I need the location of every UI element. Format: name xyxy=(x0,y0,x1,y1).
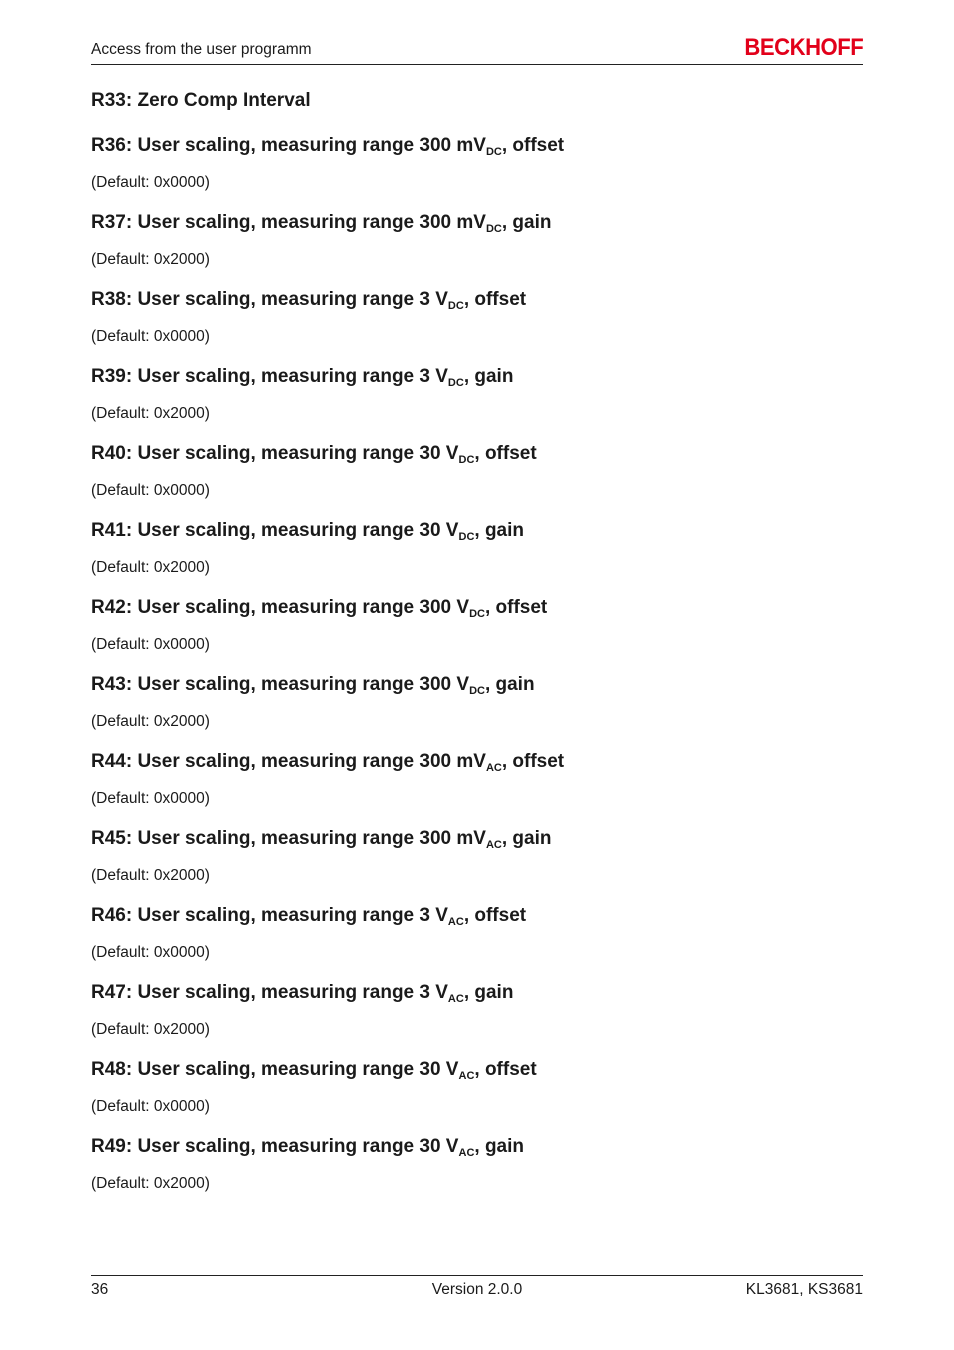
heading-suffix: , gain xyxy=(474,1136,525,1157)
heading-suffix: , offset xyxy=(501,751,565,772)
register-heading xyxy=(91,364,863,396)
default-value: (Default: 0x0000) xyxy=(91,944,210,961)
heading-text: R40: User scaling, measuring range 30 V xyxy=(91,443,459,464)
register-heading xyxy=(91,287,863,319)
register-entry xyxy=(91,287,863,364)
register-heading xyxy=(91,826,863,858)
register-entry xyxy=(91,1057,863,1134)
unit-subscript: DC xyxy=(485,146,502,158)
heading-text: R39: User scaling, measuring range 3 V xyxy=(91,366,448,387)
unit-subscript: DC xyxy=(469,608,485,620)
default-value: (Default: 0x0000) xyxy=(91,1098,210,1115)
heading-suffix: , gain xyxy=(501,212,552,233)
default-value: (Default: 0x0000) xyxy=(91,482,210,499)
unit-subscript: AC xyxy=(458,1147,475,1159)
heading-text: R46: User scaling, measuring range 3 V xyxy=(91,905,448,926)
unit-subscript: AC xyxy=(447,993,464,1005)
heading-suffix: , gain xyxy=(463,982,514,1003)
default-value: (Default: 0x0000) xyxy=(91,174,210,191)
heading-suffix: , gain xyxy=(474,520,525,541)
register-heading xyxy=(91,903,863,935)
register-heading xyxy=(91,980,863,1012)
heading-text: R49: User scaling, measuring range 30 V xyxy=(91,1136,459,1157)
default-value: (Default: 0x2000) xyxy=(91,1175,210,1192)
register-entry xyxy=(91,980,863,1057)
heading-suffix: , gain xyxy=(501,828,552,849)
section-title: Access from the user programm xyxy=(91,41,312,58)
heading-suffix: , offset xyxy=(474,443,537,464)
heading-suffix: , offset xyxy=(463,905,527,926)
unit-subscript: AC xyxy=(447,916,464,928)
register-heading xyxy=(91,672,863,704)
default-value: (Default: 0x2000) xyxy=(91,251,210,268)
default-value: (Default: 0x2000) xyxy=(91,1021,210,1038)
register-entry xyxy=(91,826,863,903)
default-value: (Default: 0x0000) xyxy=(91,790,210,807)
page-header xyxy=(91,36,863,65)
register-heading xyxy=(91,1134,863,1166)
register-entry xyxy=(91,749,863,826)
heading-text: R47: User scaling, measuring range 3 V xyxy=(91,982,448,1003)
unit-subscript: DC xyxy=(469,685,485,697)
heading-text: R42: User scaling, measuring range 300 V xyxy=(91,597,470,618)
unit-subscript: DC xyxy=(447,377,464,389)
register-entry xyxy=(91,518,863,595)
register-entry xyxy=(91,210,863,287)
default-value: (Default: 0x2000) xyxy=(91,713,210,730)
register-entry xyxy=(91,364,863,441)
unit-subscript: AC xyxy=(485,839,502,851)
heading-text: R41: User scaling, measuring range 30 V xyxy=(91,520,459,541)
heading-text: R45: User scaling, measuring range 300 mV xyxy=(91,828,486,849)
heading-text: R44: User scaling, measuring range 300 mV xyxy=(91,751,486,772)
heading-text: R37: User scaling, measuring range 300 mV xyxy=(91,212,486,233)
unit-subscript: DC xyxy=(458,531,475,543)
register-heading xyxy=(91,518,863,550)
register-entry xyxy=(91,672,863,749)
register-heading xyxy=(91,1057,863,1089)
default-value: (Default: 0x0000) xyxy=(91,328,210,345)
document-version: Version 2.0.0 xyxy=(431,1281,523,1298)
heading-suffix: , offset xyxy=(501,135,565,156)
register-entries xyxy=(91,133,863,1211)
register-heading xyxy=(91,749,863,781)
register-heading xyxy=(91,595,863,627)
default-value: (Default: 0x2000) xyxy=(91,559,210,576)
unit-subscript: DC xyxy=(485,223,502,235)
default-value: (Default: 0x0000) xyxy=(91,636,210,653)
default-value: (Default: 0x2000) xyxy=(91,867,210,884)
register-entry xyxy=(91,133,863,210)
page-number: 36 xyxy=(91,1281,109,1298)
unit-subscript: AC xyxy=(485,762,502,774)
register-entry xyxy=(91,903,863,980)
unit-subscript: AC xyxy=(458,1070,475,1082)
default-value: (Default: 0x2000) xyxy=(91,405,210,422)
heading-text: R38: User scaling, measuring range 3 V xyxy=(91,289,448,310)
register-heading xyxy=(91,133,863,165)
register-heading xyxy=(91,210,863,242)
unit-subscript: DC xyxy=(458,454,475,466)
heading-text: R48: User scaling, measuring range 30 V xyxy=(91,1059,459,1080)
heading-suffix: , gain xyxy=(463,366,514,387)
heading-suffix: , offset xyxy=(463,289,527,310)
page-footer xyxy=(91,1275,863,1298)
register-entry xyxy=(91,441,863,518)
heading-text: R43: User scaling, measuring range 300 V xyxy=(91,674,470,695)
register-heading xyxy=(91,441,863,473)
register-heading: R33: Zero Comp Interval xyxy=(91,90,311,111)
register-list xyxy=(91,88,863,1211)
register-entry xyxy=(91,1134,863,1211)
unit-subscript: DC xyxy=(447,300,464,312)
register-entry-r33 xyxy=(91,88,863,133)
beckhoff-logo: BECKHOFF xyxy=(744,34,863,61)
heading-text: R36: User scaling, measuring range 300 mV xyxy=(91,135,486,156)
product-name: KL3681, KS3681 xyxy=(745,1281,863,1298)
register-entry xyxy=(91,595,863,672)
heading-suffix: , gain xyxy=(484,674,535,695)
heading-suffix: , offset xyxy=(474,1059,537,1080)
heading-suffix: , offset xyxy=(484,597,548,618)
